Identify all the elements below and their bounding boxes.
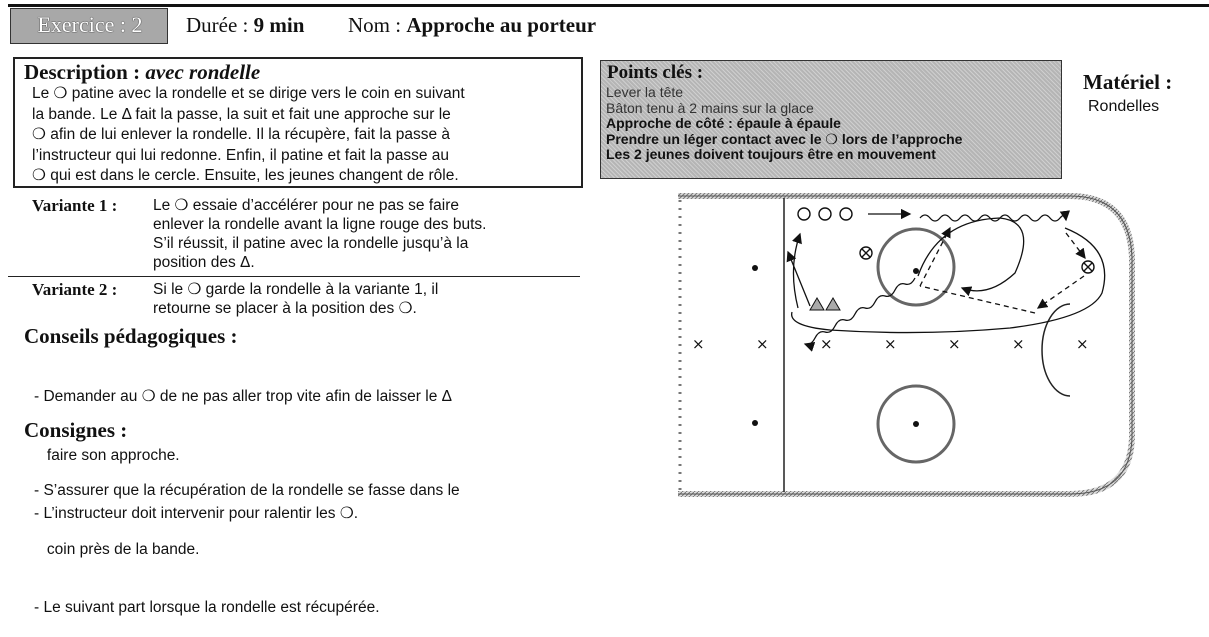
faceoff-dot (913, 268, 919, 274)
key-point: Lever la tête (606, 84, 684, 100)
rink-diagram (670, 188, 1140, 500)
player-circle-icon (798, 208, 810, 220)
variante1-line: enlever la rondelle avant la ligne rouge des buts. (153, 216, 487, 233)
player-circle-icon (840, 208, 852, 220)
description-line: la bande. Le Δ fait la passe, la suit et fait une approche sur le (32, 105, 451, 123)
material-title: Matériel : (1083, 70, 1173, 94)
variante-divider (8, 276, 580, 277)
description-line: ❍ afin de lui enlever la rondelle. Il la récupère, fait la passe à (32, 126, 450, 143)
key-point: Prendre un léger contact avec le ❍ lors de l’approche (606, 130, 963, 147)
rink-boards-outline (678, 196, 1132, 494)
faceoff-dot (752, 420, 758, 426)
description-line: ❍ qui est dans le cercle. Ensuite, les jeunes changent de rôle. (32, 167, 459, 184)
faceoff-circle-top (878, 229, 954, 305)
consignes-title: Consignes : (24, 418, 128, 442)
skating-paths (788, 214, 1105, 344)
x-marker: × (1076, 335, 1089, 353)
variante2-label: Variante 2 : (32, 280, 118, 299)
faceoff-dot (913, 421, 919, 427)
key-point: Les 2 jeunes doivent toujours être en mouvement (606, 146, 936, 162)
exercise-name (348, 13, 596, 38)
key-point: Approche de côté : épaule à épaule (606, 115, 841, 131)
variante1-line: Le ❍ essaie d’accélérer pour ne pas se faire (153, 197, 459, 214)
variante2-line: Si le ❍ garde la rondelle à la variante 1, il (153, 281, 439, 298)
key-points-list (606, 85, 962, 163)
name-label: Nom : (348, 13, 407, 37)
duration-value: 9 min (253, 13, 305, 37)
conseils-line: faire son approche. (34, 446, 180, 464)
player-circle-icon (819, 208, 831, 220)
faceoff-dot (752, 265, 758, 271)
variante1-text (153, 196, 486, 272)
conseils-title: Conseils pédagogiques : (24, 324, 238, 348)
key-point: Bâton tenu à 2 mains sur la glace (606, 99, 814, 116)
player-triangle-icon (826, 298, 840, 310)
x-markers (692, 335, 1089, 353)
x-marker: × (948, 335, 961, 353)
x-marker: × (820, 335, 833, 353)
header-rule (8, 4, 1209, 7)
consignes-line: coin près de la bande. (34, 540, 200, 558)
name-value: Approche au porteur (406, 13, 597, 37)
duration-label: Durée : (186, 13, 254, 37)
description-title: Description : avec rondelle (24, 60, 261, 84)
variante1-line: position des Δ. (153, 254, 255, 271)
consignes-line: - S’assurer que la récupération de la rondelle se fasse dans le (34, 482, 460, 499)
variante2-line: retourne se placer à la position des ❍. (153, 300, 417, 317)
consignes-text (34, 442, 460, 637)
description-line: Le ❍ patine avec la rondelle et se dirige vers le coin en suivant (32, 85, 465, 102)
instructor-icon (860, 247, 872, 259)
key-points-title: Points clés : (607, 62, 704, 83)
consignes-line: - Le suivant part lorsque la rondelle est récupérée. (34, 599, 380, 616)
exercise-badge (10, 8, 168, 44)
goal-crease (1042, 304, 1070, 396)
variante2-text (153, 280, 438, 318)
x-marker: × (884, 335, 897, 353)
description-title-emphasis: avec rondelle (145, 60, 261, 84)
description-line: l’instructeur qui lui redonne. Enfin, il patine et fait la passe au (32, 146, 450, 164)
player-triangle-icon (810, 298, 824, 310)
exercise-label: Exercice : 2 (37, 12, 143, 37)
x-marker: × (756, 335, 769, 353)
conseils-line: - L’instructeur doit intervenir pour ralentir les ❍. (34, 505, 359, 522)
conseils-line: - Demander au ❍ de ne pas aller trop vite afin de laisser le Δ (34, 388, 452, 405)
duration (186, 13, 304, 38)
rink-boards (678, 196, 1132, 494)
x-marker: × (1012, 335, 1025, 353)
x-marker: × (692, 335, 705, 353)
material-item: Rondelles (1088, 98, 1160, 115)
variante1-line: S’il réussit, il patine avec la rondelle jusqu’à la (153, 235, 469, 252)
description-text (32, 84, 465, 187)
variante1-label: Variante 1 : (32, 196, 118, 215)
instructor-icon (1082, 261, 1094, 273)
